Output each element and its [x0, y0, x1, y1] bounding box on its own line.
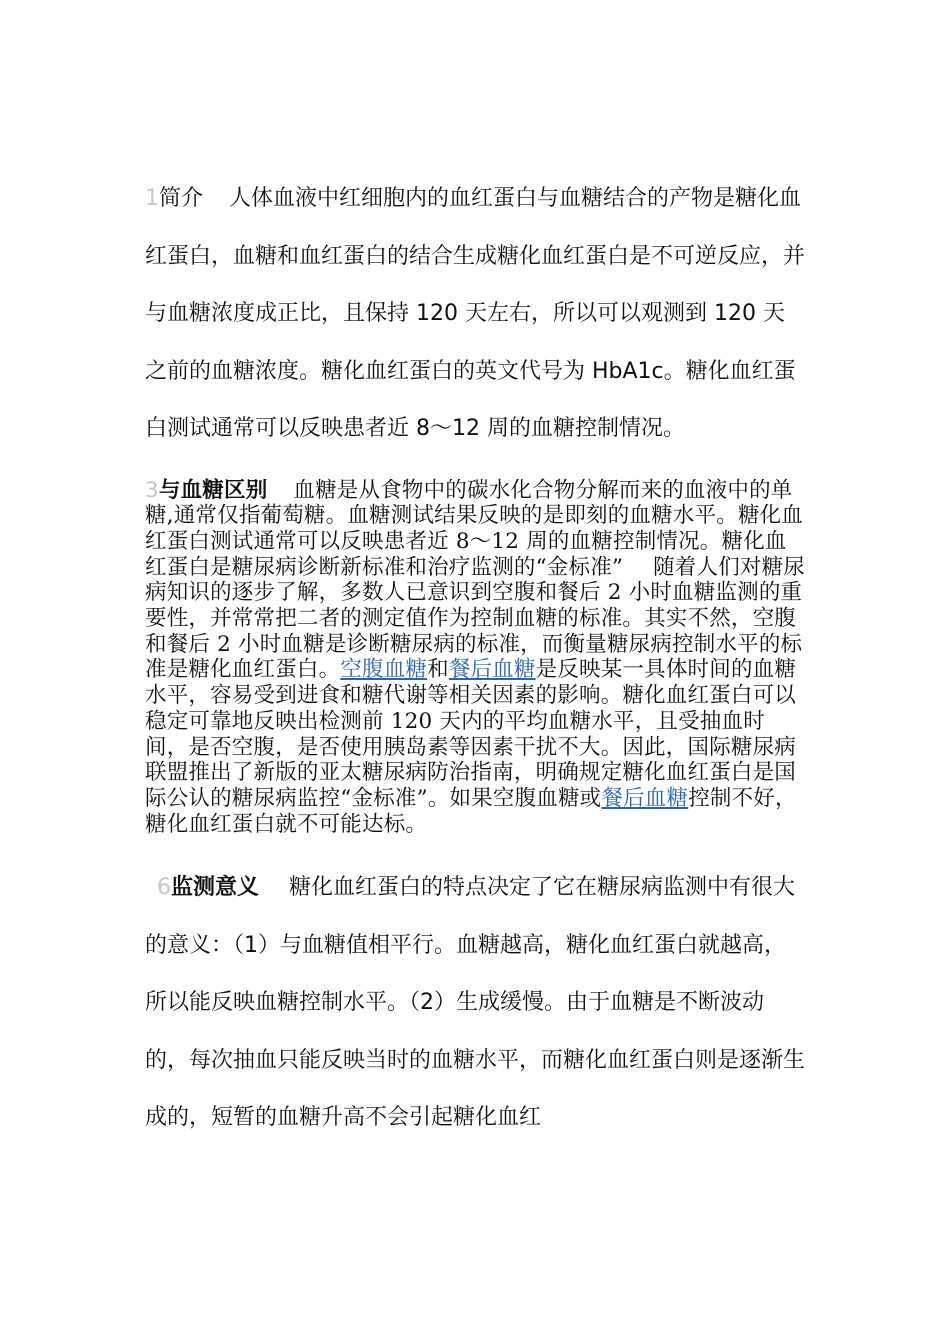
section-number: 1: [145, 186, 159, 211]
section-body: 糖化血红蛋白的特点决定了它在糖尿病监测中有很大的意义：（1）与血糖值相平行。血糖越高，糖化血红蛋白就越高，所以能反映血糖控制水平。（2）生成缓慢。由于血糖是不断波动的，每次抽血只能反映当时的血糖水平，而糖化血红蛋白则是逐渐生成的，短暂的血糖升高不会引起糖化血红: [145, 875, 806, 1131]
section-difference: [145, 478, 805, 838]
document-page: [145, 170, 805, 1169]
fasting-glucose-link[interactable]: 空腹血糖: [340, 657, 428, 683]
section-title: 与血糖区别: [158, 477, 268, 503]
section-title: 简介: [159, 186, 204, 211]
postprandial-glucose-link-2[interactable]: 餐后血糖: [601, 785, 689, 811]
section-body: 人体血液中红细胞内的血红蛋白与血糖结合的产物是糖化血红蛋白，血糖和血红蛋白的结合生成糖化血红蛋白是不可逆反应，并与血糖浓度成正比，且保持 120 天左右，所以可以观测到 120 天之前的血糖浓度。糖化血红蛋白的英文代号为 HbA1c。糖化血红蛋白测试通常可以反映患者近 8～12 周的血糖控制情况。: [145, 186, 806, 441]
section-number: 3: [145, 477, 159, 503]
section-body-d: 是反映某一具体时间的血糖水平，容易受到进食和糖代谢等相关因素的影响。糖化血红蛋白可以稳定可靠地反映出检测前 120 天内的平均血糖水平，且受抽血时间，是否空腹，是否使用胰岛素等因素干扰不大。因此，国际糖尿病联盟推出了新版的亚太糖尿病防治指南，明确规定糖化血红蛋白是国际公认的糖尿病监控“金标准”。如果空腹血糖或: [145, 657, 797, 811]
section-intro: [145, 170, 805, 458]
section-body-e: 控制不好，糖化血红蛋白就不可能达标。: [145, 785, 797, 837]
section-body-c: 和: [427, 657, 449, 683]
section-body-b: 随着人们对糖尿病知识的逐步了解，多数人已意识到空腹和餐后 2 小时血糖监测的重要性，并常常把二者的测定值作为控制血糖的标准。其实不然，空腹和餐后 2 小时血糖是诊断糖尿病的标准，而衡量糖尿病控制水平的标准是糖化血红蛋白。: [145, 554, 805, 683]
section-number: 6: [157, 875, 171, 901]
section-significance: [145, 859, 805, 1147]
section-body-a: 血糖是从食物中的碳水化合物分解而来的血液中的单糖,通常仅指葡萄糖。血糖测试结果反映的是即刻的血糖水平。糖化血红蛋白测试通常可以反映患者近 8～12 周的血糖控制情况。糖化血红蛋白是糖尿病诊断新标准和治疗监测的“金标准”: [145, 477, 804, 580]
postprandial-glucose-link[interactable]: 餐后血糖: [448, 657, 536, 683]
section-title: 监测意义: [171, 875, 260, 901]
